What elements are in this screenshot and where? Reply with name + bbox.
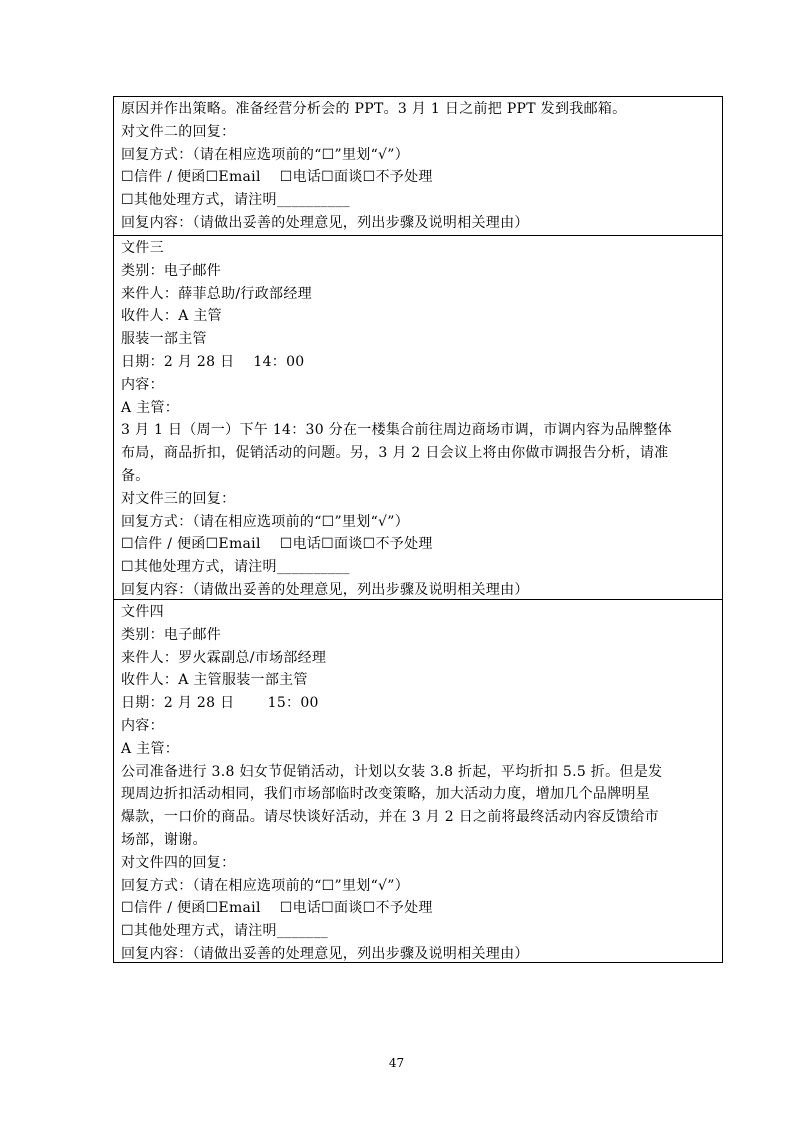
reply-options: ☐信件 / 便函☐Email ☐电话☐面谈☐不予处理 (121, 900, 433, 917)
body-line: 爆款，一口价的商品。请尽快谈好活动，并在 3 月 2 日之前将最终活动内容反馈给市 (121, 809, 659, 826)
reply-content-instruction: 回复内容：（请做出妥善的处理意见，列出步骤及说明相关理由） (121, 214, 529, 231)
recipient-line: 收件人：A 主管服装一部主管 (121, 672, 308, 689)
reply-method-instruction: 回复方式：（请在相应选项前的“☐”里划“√”） (121, 877, 409, 894)
recipient-line: 收件人：A 主管 (121, 308, 222, 325)
category-line: 类别：电子邮件 (121, 262, 222, 279)
content-label: 内容： (121, 717, 164, 734)
reply-options: ☐信件 / 便函☐Email ☐电话☐面谈☐不予处理 (121, 169, 433, 186)
content-label: 内容： (121, 376, 164, 393)
other-method-line: ☐其他处理方式，请注明__________ (121, 559, 350, 576)
reply-heading: 对文件三的回复： (121, 490, 236, 507)
body-line: 3 月 1 日（周一）下午 14：30 分在一楼集合前往周边商场市调，市调内容为品牌整体 (121, 422, 672, 439)
salutation: A 主管： (121, 399, 180, 416)
document-table (113, 96, 723, 963)
body-line: 公司准备进行 3.8 妇女节促销活动，计划以女装 3.8 折起，平均折扣 5.5 折。但是发 (121, 763, 663, 780)
sender-line: 来件人：薛菲总助/行政部经理 (121, 285, 312, 302)
body-line: 场部，谢谢。 (121, 831, 207, 848)
file-two-continuation-cell (114, 97, 722, 235)
file-three-cell (114, 235, 722, 599)
sender-line: 来件人：罗火霖副总/市场部经理 (121, 649, 327, 666)
reply-method-instruction: 回复方式：（请在相应选项前的“☐”里划“√”） (121, 146, 409, 163)
other-method-line: ☐其他处理方式，请注明__________ (121, 192, 350, 209)
body-line: 备。 (121, 467, 150, 484)
salutation: A 主管： (121, 740, 180, 757)
reply-heading: 对文件四的回复： (121, 854, 236, 871)
text-line: 原因并作出策略。准备经营分析会的 PPT。3 月 1 日之前把 PPT 发到我邮箱。 (121, 101, 627, 117)
date-line: 日期：2 月 28 日 15：00 (121, 695, 319, 712)
body-line: 现周边折扣活动相同，我们市场部临时改变策略，加大活动力度，增加几个品牌明星 (121, 786, 651, 803)
file-four-cell (114, 599, 722, 962)
reply-content-instruction: 回复内容：（请做出妥善的处理意见，列出步骤及说明相关理由） (121, 945, 529, 962)
file-title: 文件三 (121, 240, 164, 256)
reply-heading: 对文件二的回复： (121, 123, 236, 140)
body-line: 布局，商品折扣，促销活动的问题。另，3 月 2 日会议上将由你做市调报告分析，请准 (121, 445, 669, 462)
category-line: 类别：电子邮件 (121, 626, 222, 643)
reply-method-instruction: 回复方式：（请在相应选项前的“☐”里划“√”） (121, 513, 409, 530)
other-method-line: ☐其他处理方式，请注明_______ (121, 923, 328, 940)
reply-content-instruction: 回复内容：（请做出妥善的处理意见，列出步骤及说明相关理由） (121, 581, 529, 598)
page-number: 47 (388, 1056, 405, 1070)
recipient-line-2: 服装一部主管 (121, 331, 207, 348)
date-line: 日期：2 月 28 日 14：00 (121, 353, 305, 370)
reply-options: ☐信件 / 便函☐Email ☐电话☐面谈☐不予处理 (121, 536, 433, 553)
file-title: 文件四 (121, 604, 164, 620)
